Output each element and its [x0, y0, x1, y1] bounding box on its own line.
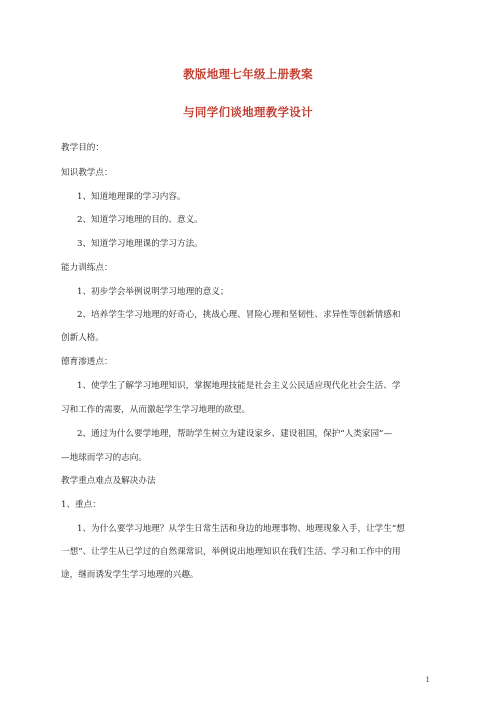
moral-point: 2、通过为什么要学地理，帮助学生树立为建设家乡、建设祖国，保护“人类家园”— — [77, 429, 393, 439]
key-point-continuation: 一想”、让学生从已学过的自然课常识，举例说出地理知识在我们生活、学习和工作中的用 — [61, 547, 401, 557]
page-number: 1 — [425, 676, 430, 684]
moral-point-continuation: 习和工作的需要，从而激起学生学习地理的欲望。 — [61, 405, 251, 415]
ability-point: 2、培养学生学习地理的好奇心，挑战心理、冒险心理和坚韧性、求异性等创新情感和 — [77, 310, 401, 320]
knowledge-point: 1、知道地理课的学习内容。 — [77, 192, 186, 202]
key-point-continuation: 途，继而诱发学生学习地理的兴趣。 — [61, 570, 199, 580]
key-point: 1、为什么要学习地理？从学生日常生活和身边的地理事物、地理现象入手，让学生“想 — [77, 524, 405, 534]
knowledge-point: 2、知道学习地理的目的、意义。 — [77, 215, 203, 225]
knowledge-point: 3、知道学习地理课的学习方法。 — [77, 239, 203, 249]
moral-heading: 德育渗透点： — [61, 357, 113, 367]
document-title: 教版地理七年级上册教案 — [183, 67, 313, 81]
knowledge-heading: 知识教学点： — [61, 168, 113, 178]
document-subtitle: 与同学们谈地理教学设计 — [183, 105, 313, 119]
moral-point-continuation: —地球而学习的志向。 — [61, 453, 147, 463]
ability-point-continuation: 创新人格。 — [61, 333, 104, 343]
teaching-goals-heading: 教学目的： — [61, 143, 104, 153]
ability-heading: 能力训练点： — [61, 263, 113, 273]
key-points-heading: 1、重点： — [61, 500, 101, 510]
moral-point: 1、使学生了解学习地理知识，掌握地理技能是社会主义公民适应现代化社会生活、学 — [77, 381, 401, 391]
ability-point: 1、初步学会举例说明学习地理的意义； — [77, 287, 229, 297]
key-difficult-heading: 教学重点难点及解决办法 — [61, 476, 156, 486]
